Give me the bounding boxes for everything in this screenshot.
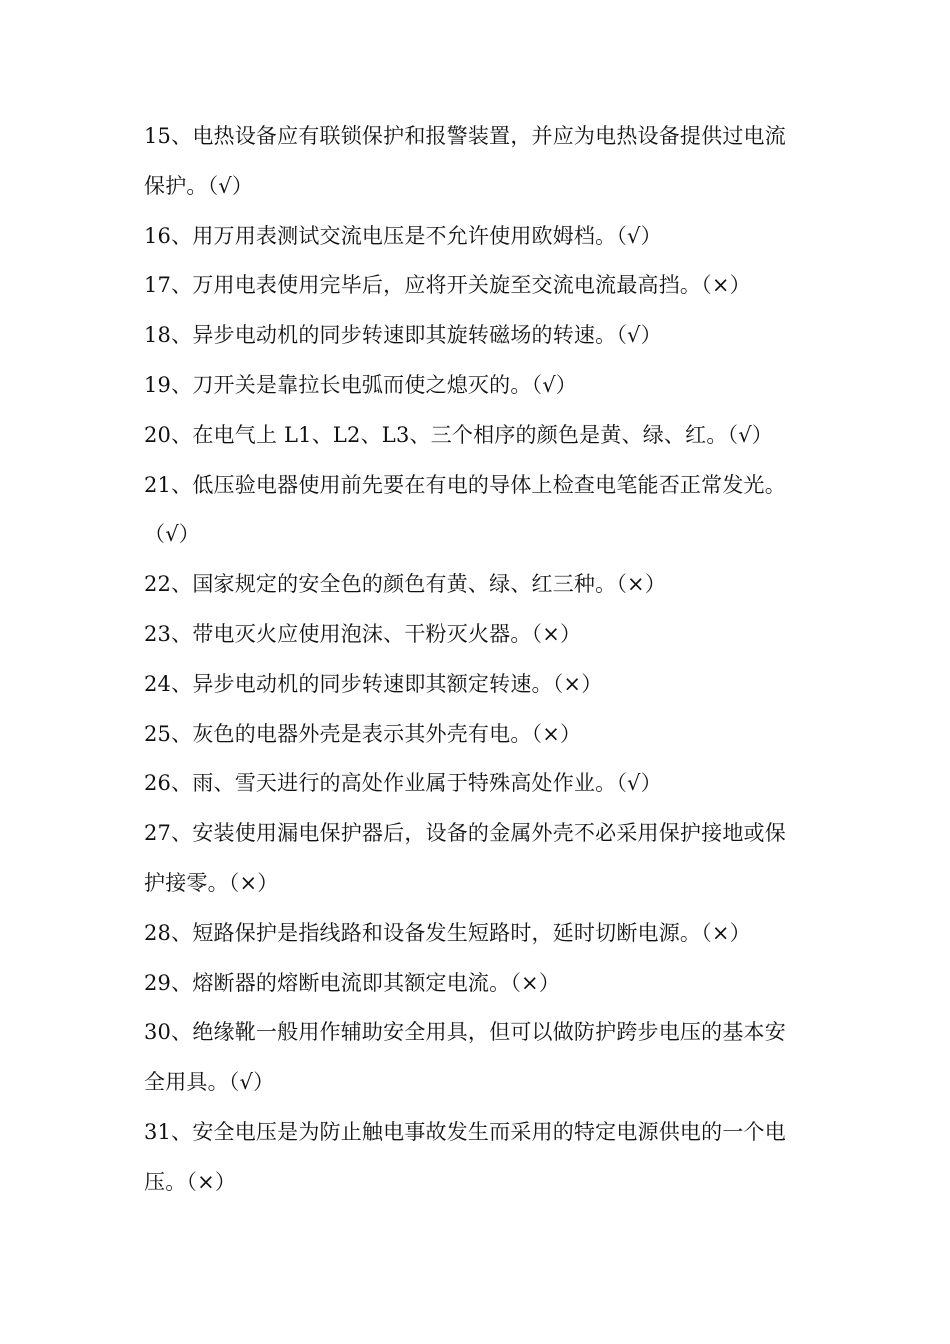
text-line: 护接零。（×） bbox=[144, 870, 279, 895]
text-line: 16、用万用表测试交流电压是不允许使用欧姆档。（√） bbox=[144, 223, 662, 248]
text-line: 26、雨、雪天进行的高处作业属于特殊高处作业。（√） bbox=[144, 771, 662, 796]
text-line: 19、刀开关是靠拉长电弧而使之熄灭的。（√） bbox=[144, 372, 578, 397]
text-line: 保护。（√） bbox=[144, 173, 254, 198]
text-line: （√） bbox=[144, 522, 200, 547]
text-line: 28、短路保护是指线路和设备发生短路时，延时切断电源。（×） bbox=[144, 920, 751, 945]
text-line: 31、安全电压是为防止触电事故发生而采用的特定电源供电的一个电 bbox=[144, 1119, 786, 1144]
text-line: 21、低压验电器使用前先要在有电的导体上检查电笔能否正常发光。 bbox=[144, 472, 786, 497]
text-line: 17、万用电表使用完毕后，应将开关旋至交流电流最高挡。（×） bbox=[144, 273, 751, 298]
text-line: 18、异步电动机的同步转速即其旋转磁场的转速。（√） bbox=[144, 323, 662, 348]
text-line: 27、安装使用漏电保护器后，设备的金属外壳不必采用保护接地或保 bbox=[144, 821, 786, 846]
text-line: 全用具。（√） bbox=[144, 1070, 275, 1095]
text-line: 29、熔断器的熔断电流即其额定电流。（×） bbox=[144, 970, 561, 995]
text-line: 25、灰色的电器外壳是表示其外壳有电。（×） bbox=[144, 721, 582, 746]
text-line: 20、在电气上 L1、L2、L3、三个相序的颜色是黄、绿、红。（√） bbox=[144, 422, 773, 447]
text-line: 15、电热设备应有联锁保护和报警装置，并应为电热设备提供过电流 bbox=[144, 124, 786, 148]
text-line: 压。（×） bbox=[144, 1169, 237, 1194]
text-line: 23、带电灭火应使用泡沫、干粉灭火器。（×） bbox=[144, 621, 582, 646]
text-line: 30、绝缘靴一般用作辅助安全用具，但可以做防护跨步电压的基本安 bbox=[144, 1020, 786, 1045]
text-line: 22、国家规定的安全色的颜色有黄、绿、红三种。（×） bbox=[144, 572, 667, 597]
document-body bbox=[144, 112, 824, 1208]
text-line: 24、异步电动机的同步转速即其额定转速。（×） bbox=[144, 671, 603, 696]
